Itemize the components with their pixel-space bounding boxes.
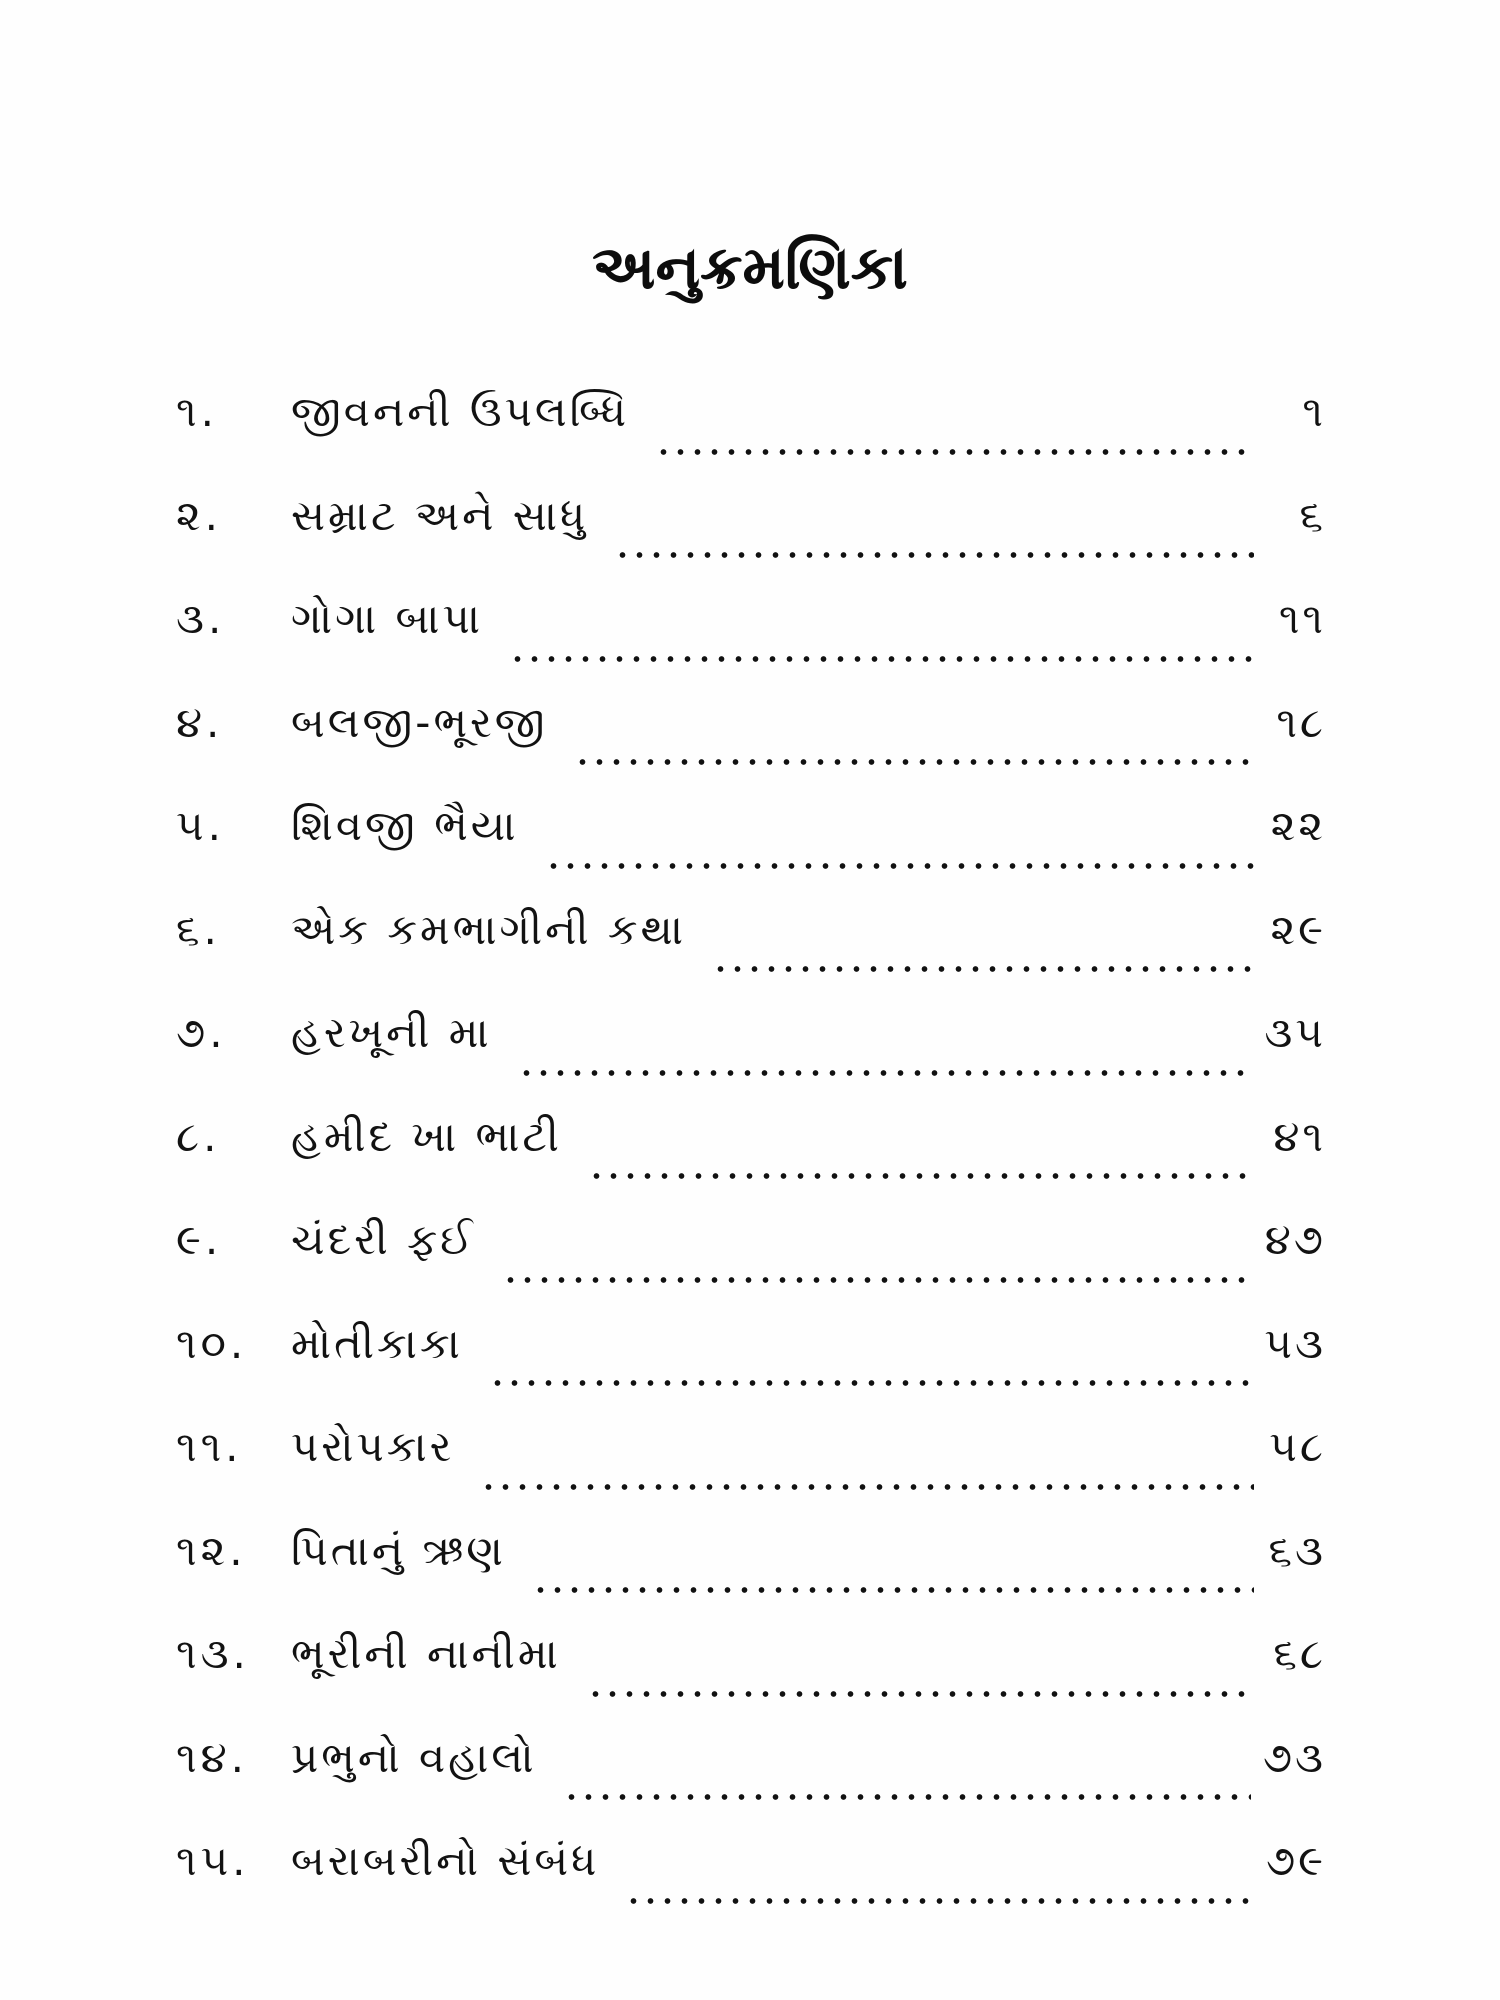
toc-entry-page: ૧ bbox=[1302, 387, 1326, 436]
toc-entry-page: ૫૮ bbox=[1269, 1422, 1326, 1471]
dot-leader bbox=[509, 655, 1254, 663]
toc-entry-number: ૧૦. bbox=[176, 1318, 248, 1368]
toc-entry bbox=[176, 589, 1326, 693]
toc-entry bbox=[176, 900, 1326, 1004]
dot-leader bbox=[502, 1276, 1253, 1284]
toc-entry bbox=[176, 1728, 1326, 1832]
toc-entry-number: ૭. bbox=[176, 1008, 227, 1057]
toc-entry-number: ૯. bbox=[176, 1215, 223, 1264]
toc-entry-number: ૧૧. bbox=[176, 1422, 243, 1471]
table-of-contents bbox=[176, 382, 1326, 1935]
toc-entry bbox=[176, 1314, 1326, 1418]
toc-entry-number: ૧૨. bbox=[176, 1525, 247, 1575]
dot-leader bbox=[518, 1069, 1253, 1077]
dot-leader bbox=[480, 1483, 1254, 1491]
toc-entry bbox=[176, 486, 1326, 590]
dot-leader bbox=[563, 1793, 1251, 1801]
toc-entry-page: ૬૩ bbox=[1268, 1525, 1326, 1575]
toc-entry bbox=[176, 796, 1326, 900]
dot-leader bbox=[614, 551, 1254, 559]
toc-entry-number: ૧. bbox=[176, 387, 218, 436]
toc-entry-page: ૪૭ bbox=[1264, 1215, 1326, 1264]
toc-entry-title: ભૂરીની નાનીમા bbox=[291, 1629, 561, 1678]
toc-entry-page: ૫૩ bbox=[1264, 1318, 1326, 1368]
dot-leader bbox=[587, 1690, 1254, 1698]
toc-entry-page: ૨૯ bbox=[1270, 904, 1326, 954]
toc-entry-title: સમ્રાટ અને સાધુ bbox=[291, 490, 589, 540]
toc-entry-title: હરખૂની મા bbox=[291, 1008, 492, 1057]
dot-leader bbox=[588, 1172, 1254, 1180]
toc-entry-title: ચંદરી ફઈ bbox=[291, 1215, 476, 1264]
dot-leader bbox=[712, 965, 1254, 973]
toc-entry-number: ૩. bbox=[176, 594, 226, 643]
dot-leader bbox=[574, 758, 1254, 766]
toc-entry-page: ૭૯ bbox=[1265, 1836, 1326, 1885]
toc-entry-title: પરોપકાર bbox=[291, 1422, 455, 1471]
toc-entry bbox=[176, 1831, 1326, 1935]
toc-entry-page: ૧૮ bbox=[1276, 697, 1326, 747]
toc-entry-title: પ્રભુનો વહાલો bbox=[291, 1732, 537, 1782]
toc-entry-title: મોતીકાકા bbox=[291, 1318, 463, 1368]
dot-leader bbox=[625, 1897, 1254, 1905]
toc-entry-page: ૧૧ bbox=[1278, 594, 1326, 643]
toc-entry-page: ૬૮ bbox=[1273, 1629, 1326, 1678]
toc-entry bbox=[176, 1624, 1326, 1728]
toc-entry-page: ૭૩ bbox=[1262, 1732, 1326, 1782]
toc-entry-number: ૧૩. bbox=[176, 1629, 250, 1678]
dot-leader bbox=[532, 1586, 1254, 1594]
toc-entry-number: ૮. bbox=[176, 1111, 221, 1161]
dot-leader bbox=[655, 448, 1254, 456]
toc-entry bbox=[176, 1521, 1326, 1625]
toc-entry-title: બલજી-ભૂરજી bbox=[291, 697, 548, 747]
toc-entry bbox=[176, 1107, 1326, 1211]
toc-entry-number: ૧૪. bbox=[176, 1732, 248, 1782]
toc-entry-number: ૧૫. bbox=[176, 1836, 250, 1885]
toc-entry-number: ૫. bbox=[176, 801, 225, 850]
dot-leader bbox=[545, 862, 1255, 870]
toc-entry-title: એક કમભાગીની કથા bbox=[291, 904, 686, 954]
toc-entry bbox=[176, 693, 1326, 797]
toc-entry bbox=[176, 1210, 1326, 1314]
toc-entry-title: હમીદ ખા ભાટી bbox=[291, 1111, 562, 1161]
dot-leader bbox=[489, 1379, 1253, 1387]
toc-entry-page: ૬ bbox=[1299, 490, 1326, 540]
toc-entry-number: ૬. bbox=[176, 904, 221, 954]
page-title: અનુક્રમણિકા bbox=[592, 233, 908, 303]
toc-entry bbox=[176, 1003, 1326, 1107]
toc-entry-title: ગોગા બાપા bbox=[291, 594, 484, 643]
toc-entry-title: જીવનની ઉપલબ્ધિ bbox=[291, 387, 630, 436]
toc-entry-page: ૪૧ bbox=[1273, 1111, 1326, 1161]
toc-entry-page: ૩૫ bbox=[1264, 1008, 1326, 1057]
toc-entry-number: ૪. bbox=[176, 697, 224, 747]
toc-entry bbox=[176, 382, 1326, 486]
toc-entry-title: બરાબરીનો સંબંધ bbox=[291, 1836, 600, 1885]
toc-entry-number: ૨. bbox=[176, 490, 223, 540]
toc-entry-title: શિવજી ભૈયા bbox=[291, 801, 519, 850]
toc-entry-title: પિતાનું ઋણ bbox=[291, 1525, 506, 1575]
toc-entry bbox=[176, 1417, 1326, 1521]
toc-entry-page: ૨૨ bbox=[1270, 801, 1326, 850]
